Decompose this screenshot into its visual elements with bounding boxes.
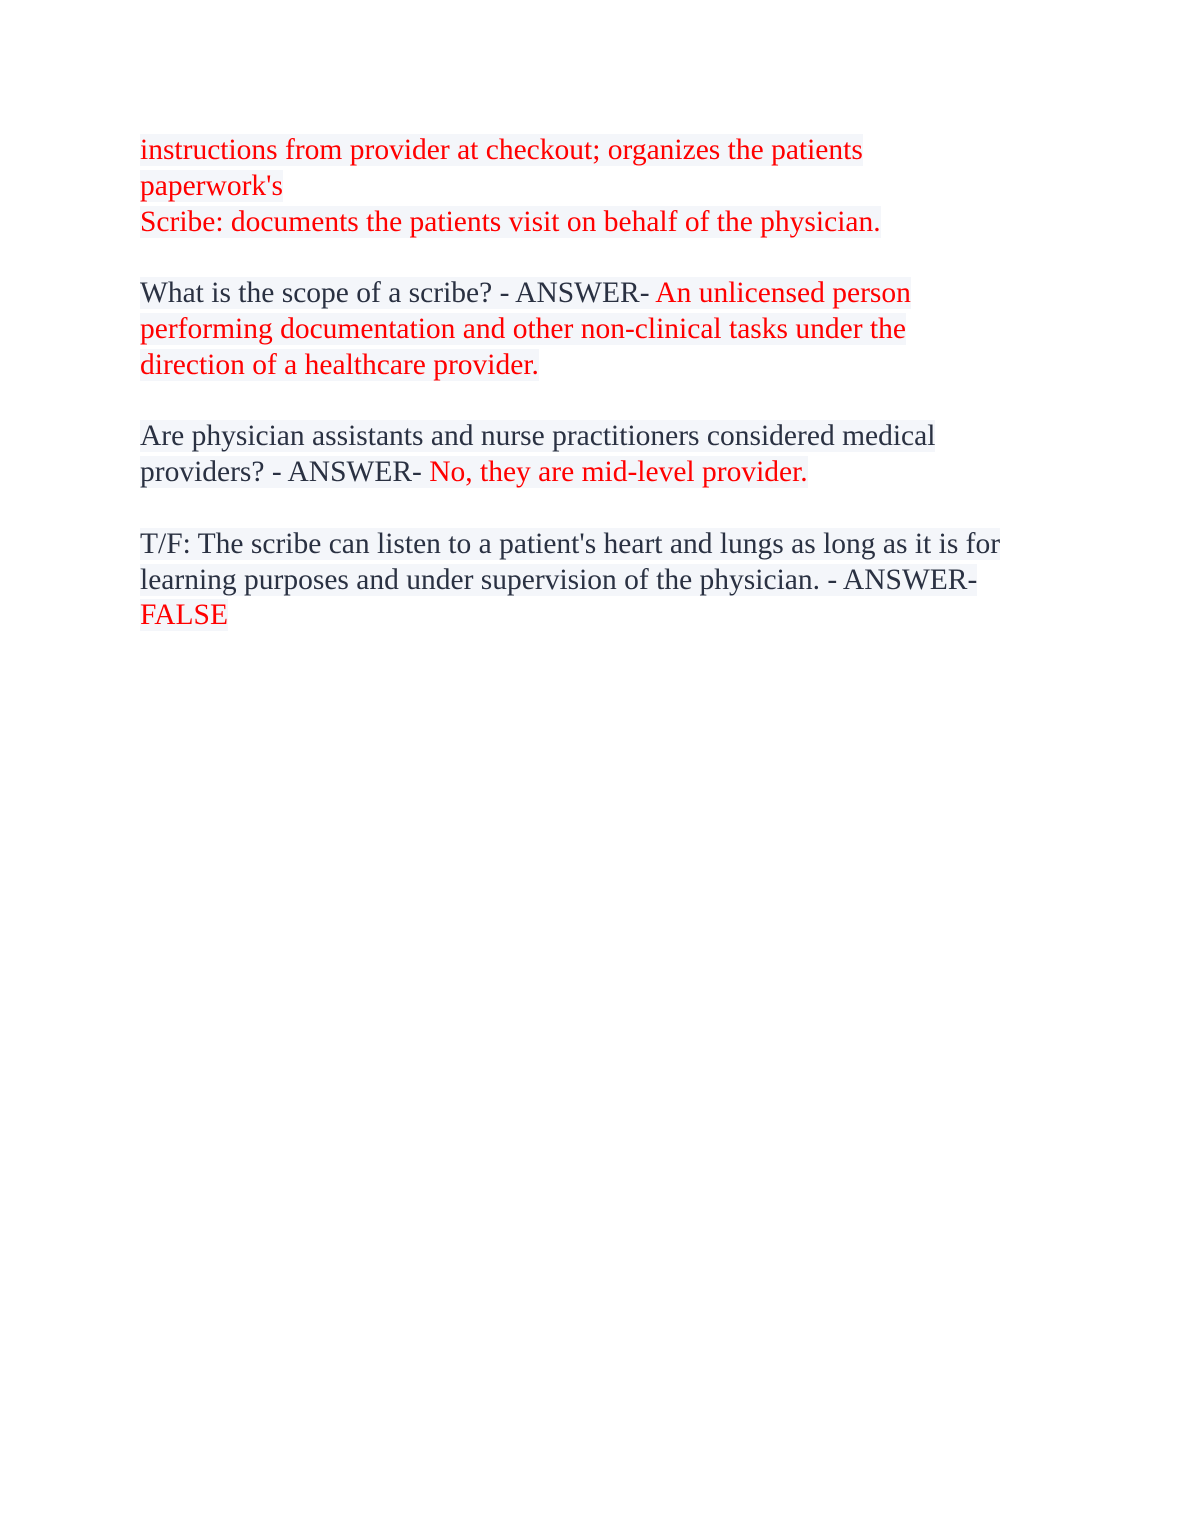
qa-block-providers [140,419,1060,491]
qa-block-scope [140,276,1060,383]
question-text: learning purposes and under supervision of the physician. - ANSWER- [140,563,978,596]
answer-text: FALSE [140,599,228,632]
answer-text: No, they are mid-level provider. [429,456,808,489]
answer-text: Scribe: documents the patients visit on behalf of the physician. [140,205,881,238]
document-body [140,133,1060,670]
answer-text: An unlicensed person [655,277,911,310]
text-line [140,169,1060,205]
text-line [140,348,1060,384]
question-text: T/F: The scribe can listen to a patient's heart and lungs as long as it is for [140,527,1001,560]
text-line [140,312,1060,348]
text-line [140,276,1060,312]
text-line [140,205,1060,241]
qa-block-true-false [140,527,1060,634]
text-line [140,455,1060,491]
answer-text: performing documentation and other non-clinical tasks under the [140,312,906,345]
text-line [140,419,1060,455]
answer-text: instructions from provider at checkout; organizes the patients [140,134,863,166]
text-line [140,563,1060,599]
qa-block-scribe-definition [140,133,1060,240]
question-text: What is the scope of a scribe? - ANSWER- [140,277,656,310]
text-line [140,527,1060,563]
answer-text: paperwork's [140,169,283,202]
text-line [140,598,1060,634]
question-text: Are physician assistants and nurse practitioners considered medical [140,420,936,453]
answer-text: direction of a healthcare provider. [140,348,539,381]
question-text: providers? - ANSWER- [140,456,430,489]
text-line [140,133,1060,169]
